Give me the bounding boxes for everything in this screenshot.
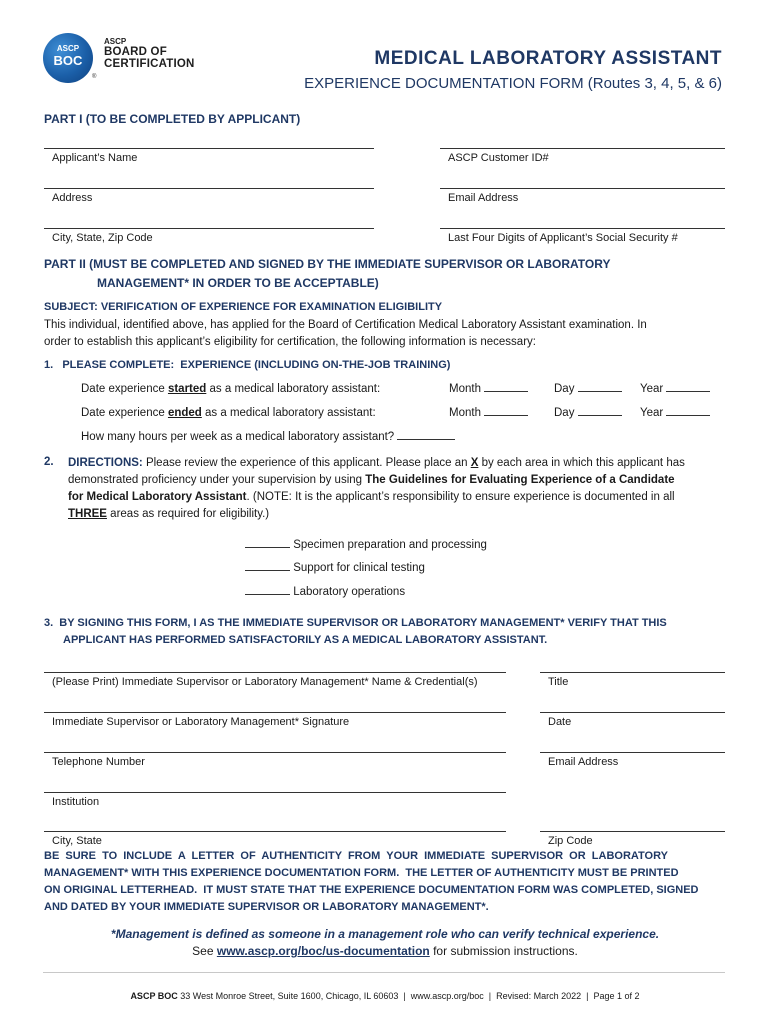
started-text: Date experience started as a medical laboratory assistant: bbox=[81, 383, 381, 395]
city-line[interactable] bbox=[44, 228, 374, 229]
management-definition: *Management is defined as someone in a management role who can verify technical experience. bbox=[110, 927, 660, 941]
form-title: MEDICAL LABORATORY ASSISTANT bbox=[374, 48, 722, 69]
applicant-name-label: Applicant’s Name bbox=[52, 152, 138, 164]
area-specimen: Specimen preparation and processing bbox=[245, 537, 487, 554]
city-state-line[interactable] bbox=[44, 831, 506, 832]
logo-registered-mark: ® bbox=[92, 74, 97, 80]
logo-circle-big-text: BOC bbox=[53, 53, 83, 68]
ended-month: Month bbox=[449, 405, 528, 422]
ended-day-blank[interactable] bbox=[578, 415, 622, 416]
supervisor-email-line[interactable] bbox=[540, 752, 725, 753]
footer-divider bbox=[43, 972, 725, 973]
directions-line1: DIRECTIONS: Please review the experience of this applicant. Please place an X by each area in which this applicant has bbox=[68, 457, 685, 469]
notice-line2: MANAGEMENT* WITH THIS EXPERIENCE DOCUMENTATION FORM. THE LETTER OF AUTHENTICITY MUST BE PRINTED bbox=[44, 867, 679, 879]
intro-line1: This individual, identified above, has applied for the Board of Certification Medical Laboratory Assistant examination. In bbox=[44, 319, 647, 331]
intro-line2: order to establish this applicant’s eligibility for certification, the following information is necessary: bbox=[44, 336, 536, 348]
part2-heading-line2: MANAGEMENT* IN ORDER TO BE ACCEPTABLE) bbox=[97, 276, 379, 290]
zip-label: Zip Code bbox=[548, 835, 593, 847]
zip-line[interactable] bbox=[540, 831, 725, 832]
institution-line[interactable] bbox=[44, 792, 506, 793]
print-name-line[interactable] bbox=[44, 672, 506, 673]
title-line[interactable] bbox=[540, 672, 725, 673]
signature-line[interactable] bbox=[44, 712, 506, 713]
hours-blank[interactable] bbox=[397, 439, 455, 440]
section3-heading-line2: APPLICANT HAS PERFORMED SATISFACTORILY AS A MEDICAL LABORATORY ASSISTANT. bbox=[63, 634, 548, 646]
title-label: Title bbox=[548, 676, 569, 688]
notice-line4: AND DATED BY YOUR IMMEDIATE SUPERVISOR OR LABORATORY MANAGEMENT*. bbox=[44, 901, 489, 913]
ssn-line[interactable] bbox=[440, 228, 725, 229]
area-clinical: Support for clinical testing bbox=[245, 560, 425, 577]
footer: ASCP BOC 33 West Monroe Street, Suite 1600, Chicago, IL 60603 | www.ascp.org/boc | Revised: March 2022 | Page 1 of 2 bbox=[130, 991, 640, 1001]
applicant-name-line[interactable] bbox=[44, 148, 374, 149]
address-label: Address bbox=[52, 192, 93, 204]
part1-heading: PART I (TO BE COMPLETED BY APPLICANT) bbox=[44, 112, 301, 126]
documentation-link[interactable]: www.ascp.org/boc/us-documentation bbox=[216, 944, 430, 958]
ascp-boc-logo bbox=[43, 33, 93, 83]
signature-label: Immediate Supervisor or Laboratory Management* Signature bbox=[52, 716, 350, 728]
section3-heading-line1: 3. BY SIGNING THIS FORM, I AS THE IMMEDIATE SUPERVISOR OR LABORATORY MANAGEMENT* VERIFY THAT THIS bbox=[44, 617, 667, 629]
started-day-blank[interactable] bbox=[578, 391, 622, 392]
notice-line1: BE SURE TO INCLUDE A LETTER OF AUTHENTICITY FROM YOUR IMMEDIATE SUPERVISOR OR LABORATORY bbox=[44, 850, 668, 862]
directions-line2: demonstrated proficiency under your supervision by using The Guidelines for Evaluating Experience of a Candidate bbox=[68, 474, 675, 486]
submission-instructions: See www.ascp.org/boc/us-documentation for submission instructions. bbox=[192, 944, 578, 958]
phone-label: Telephone Number bbox=[52, 756, 145, 768]
logo-circle-small-text: ASCP bbox=[56, 44, 80, 53]
logo-line1: BOARD OF bbox=[104, 46, 167, 58]
logo-line2: CERTIFICATION bbox=[104, 58, 195, 70]
part2-heading-line1: PART II (MUST BE COMPLETED AND SIGNED BY THE IMMEDIATE SUPERVISOR OR LABORATORY bbox=[44, 257, 611, 271]
email-label: Email Address bbox=[448, 192, 519, 204]
supervisor-email-label: Email Address bbox=[548, 756, 619, 768]
area-lab-operations: Laboratory operations bbox=[245, 584, 405, 601]
ended-year-blank[interactable] bbox=[666, 415, 710, 416]
ended-text: Date experience ended as a medical laboratory assistant: bbox=[81, 407, 376, 419]
logo-ascp-text: ASCP bbox=[104, 37, 127, 46]
date-label: Date bbox=[548, 716, 572, 728]
ended-day: Day bbox=[554, 405, 622, 422]
customer-id-line[interactable] bbox=[440, 148, 725, 149]
area-lab-operations-blank[interactable] bbox=[245, 594, 290, 595]
section2-number: 2. bbox=[44, 456, 54, 468]
ssn-label: Last Four Digits of Applicant’s Social Security # bbox=[448, 232, 678, 244]
city-label: City, State, Zip Code bbox=[52, 232, 153, 244]
hours-text: How many hours per week as a medical laboratory assistant? bbox=[81, 429, 455, 446]
institution-label: Institution bbox=[52, 796, 100, 808]
directions-line4: THREE areas as required for eligibility.) bbox=[68, 508, 270, 520]
ended-year: Year bbox=[640, 405, 710, 422]
started-year: Year bbox=[640, 381, 710, 398]
started-month: Month bbox=[449, 381, 528, 398]
date-line[interactable] bbox=[540, 712, 725, 713]
city-state-label: City, State bbox=[52, 835, 102, 847]
section1-heading: 1. PLEASE COMPLETE: EXPERIENCE (INCLUDING ON-THE-JOB TRAINING) bbox=[44, 359, 451, 371]
print-name-label: (Please Print) Immediate Supervisor or Laboratory Management* Name & Credential(s) bbox=[52, 676, 478, 688]
area-specimen-blank[interactable] bbox=[245, 547, 290, 548]
ended-month-blank[interactable] bbox=[484, 415, 528, 416]
email-line[interactable] bbox=[440, 188, 725, 189]
started-year-blank[interactable] bbox=[666, 391, 710, 392]
notice-line3: ON ORIGINAL LETTERHEAD. IT MUST STATE THAT THE EXPERIENCE DOCUMENTATION FORM WAS COMPLETED, SIGNED bbox=[44, 884, 699, 896]
address-line[interactable] bbox=[44, 188, 374, 189]
customer-id-label: ASCP Customer ID# bbox=[448, 152, 549, 164]
subject-heading: SUBJECT: VERIFICATION OF EXPERIENCE FOR EXAMINATION ELIGIBILITY bbox=[44, 301, 443, 313]
phone-line[interactable] bbox=[44, 752, 506, 753]
directions-line3: for Medical Laboratory Assistant. (NOTE: It is the applicant’s responsibility to ensure experience is documented in all bbox=[68, 491, 675, 503]
area-clinical-blank[interactable] bbox=[245, 570, 290, 571]
started-month-blank[interactable] bbox=[484, 391, 528, 392]
form-subtitle: EXPERIENCE DOCUMENTATION FORM (Routes 3, 4, 5, & 6) bbox=[304, 75, 722, 92]
started-day: Day bbox=[554, 381, 622, 398]
